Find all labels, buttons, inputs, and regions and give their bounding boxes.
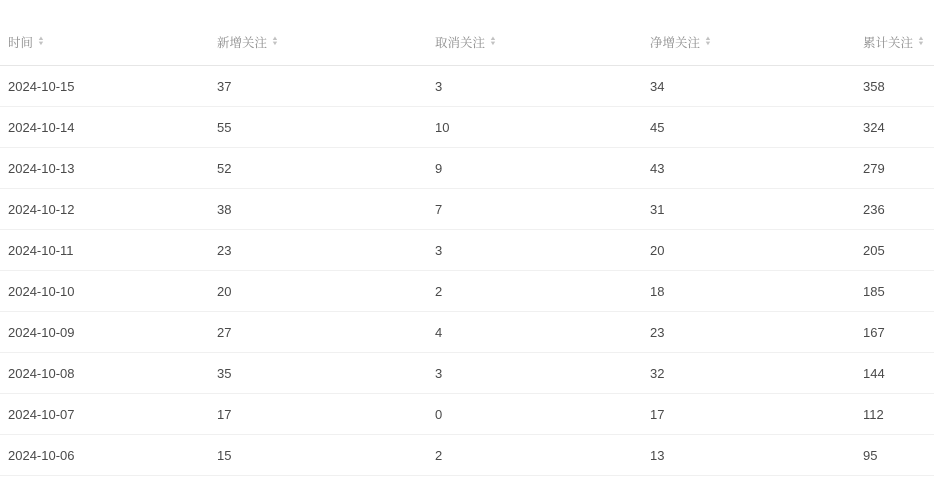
sort-icon <box>490 37 496 47</box>
cell-unfollows: 2 <box>435 435 650 476</box>
caret-up-icon: ▲ <box>704 36 712 43</box>
column-label: 时间 <box>8 35 34 50</box>
cell-unfollows: 3 <box>435 230 650 271</box>
cell-date: 2024-10-12 <box>0 189 217 230</box>
cell-new-follows: 37 <box>217 66 435 107</box>
cell-new-follows: 15 <box>217 435 435 476</box>
cell-unfollows: 0 <box>435 394 650 435</box>
column-label: 累计关注 <box>863 35 914 50</box>
column-header-unfollows[interactable] <box>435 18 650 66</box>
sort-icon <box>272 37 278 47</box>
cell-date: 2024-10-07 <box>0 394 217 435</box>
cell-new-follows: 52 <box>217 148 435 189</box>
cell-new-follows: 27 <box>217 312 435 353</box>
cell-net-follows: 45 <box>650 107 863 148</box>
cell-total-follows: 236 <box>863 189 934 230</box>
table-row <box>0 271 934 312</box>
cell-total-follows: 112 <box>863 394 934 435</box>
column-label: 净增关注 <box>650 35 701 50</box>
cell-total-follows: 185 <box>863 271 934 312</box>
cell-date: 2024-10-15 <box>0 66 217 107</box>
cell-date: 2024-10-13 <box>0 148 217 189</box>
cell-unfollows: 2 <box>435 271 650 312</box>
table-row <box>0 107 934 148</box>
table-row <box>0 435 934 476</box>
table-row <box>0 312 934 353</box>
sort-icon <box>918 37 924 47</box>
cell-date: 2024-10-10 <box>0 271 217 312</box>
column-label: 新增关注 <box>217 35 268 50</box>
cell-new-follows: 17 <box>217 394 435 435</box>
cell-total-follows: 279 <box>863 148 934 189</box>
cell-new-follows: 38 <box>217 189 435 230</box>
table-header <box>0 18 934 66</box>
cell-net-follows: 13 <box>650 435 863 476</box>
column-header-net-follows[interactable] <box>650 18 863 66</box>
cell-unfollows: 9 <box>435 148 650 189</box>
caret-down-icon: ▼ <box>917 41 925 48</box>
cell-unfollows: 3 <box>435 353 650 394</box>
table-row <box>0 230 934 271</box>
cell-new-follows: 23 <box>217 230 435 271</box>
cell-total-follows: 167 <box>863 312 934 353</box>
cell-total-follows: 144 <box>863 353 934 394</box>
caret-up-icon: ▲ <box>917 36 925 43</box>
cell-net-follows: 18 <box>650 271 863 312</box>
sort-icon <box>38 37 44 47</box>
table-row <box>0 353 934 394</box>
header-row <box>0 18 934 66</box>
cell-new-follows: 55 <box>217 107 435 148</box>
table-row <box>0 394 934 435</box>
cell-net-follows: 34 <box>650 66 863 107</box>
follower-stats-table <box>0 18 934 476</box>
cell-net-follows: 20 <box>650 230 863 271</box>
cell-unfollows: 10 <box>435 107 650 148</box>
cell-total-follows: 324 <box>863 107 934 148</box>
cell-unfollows: 4 <box>435 312 650 353</box>
cell-net-follows: 23 <box>650 312 863 353</box>
sort-icon <box>705 37 711 47</box>
table-body <box>0 66 934 476</box>
cell-total-follows: 95 <box>863 435 934 476</box>
cell-date: 2024-10-14 <box>0 107 217 148</box>
table-row <box>0 148 934 189</box>
cell-date: 2024-10-09 <box>0 312 217 353</box>
column-label: 取消关注 <box>435 35 486 50</box>
caret-down-icon: ▼ <box>704 41 712 48</box>
column-header-total-follows[interactable] <box>863 18 934 66</box>
cell-net-follows: 43 <box>650 148 863 189</box>
caret-up-icon: ▲ <box>37 36 45 43</box>
cell-net-follows: 31 <box>650 189 863 230</box>
cell-net-follows: 17 <box>650 394 863 435</box>
cell-new-follows: 20 <box>217 271 435 312</box>
cell-net-follows: 32 <box>650 353 863 394</box>
caret-down-icon: ▼ <box>271 41 279 48</box>
column-header-date[interactable] <box>0 18 217 66</box>
cell-total-follows: 205 <box>863 230 934 271</box>
table-row <box>0 66 934 107</box>
caret-up-icon: ▲ <box>271 36 279 43</box>
cell-unfollows: 7 <box>435 189 650 230</box>
caret-up-icon: ▲ <box>489 36 497 43</box>
table-row <box>0 189 934 230</box>
caret-down-icon: ▼ <box>37 41 45 48</box>
cell-date: 2024-10-08 <box>0 353 217 394</box>
cell-total-follows: 358 <box>863 66 934 107</box>
cell-date: 2024-10-11 <box>0 230 217 271</box>
column-header-new-follows[interactable] <box>217 18 435 66</box>
cell-unfollows: 3 <box>435 66 650 107</box>
cell-date: 2024-10-06 <box>0 435 217 476</box>
cell-new-follows: 35 <box>217 353 435 394</box>
caret-down-icon: ▼ <box>489 41 497 48</box>
